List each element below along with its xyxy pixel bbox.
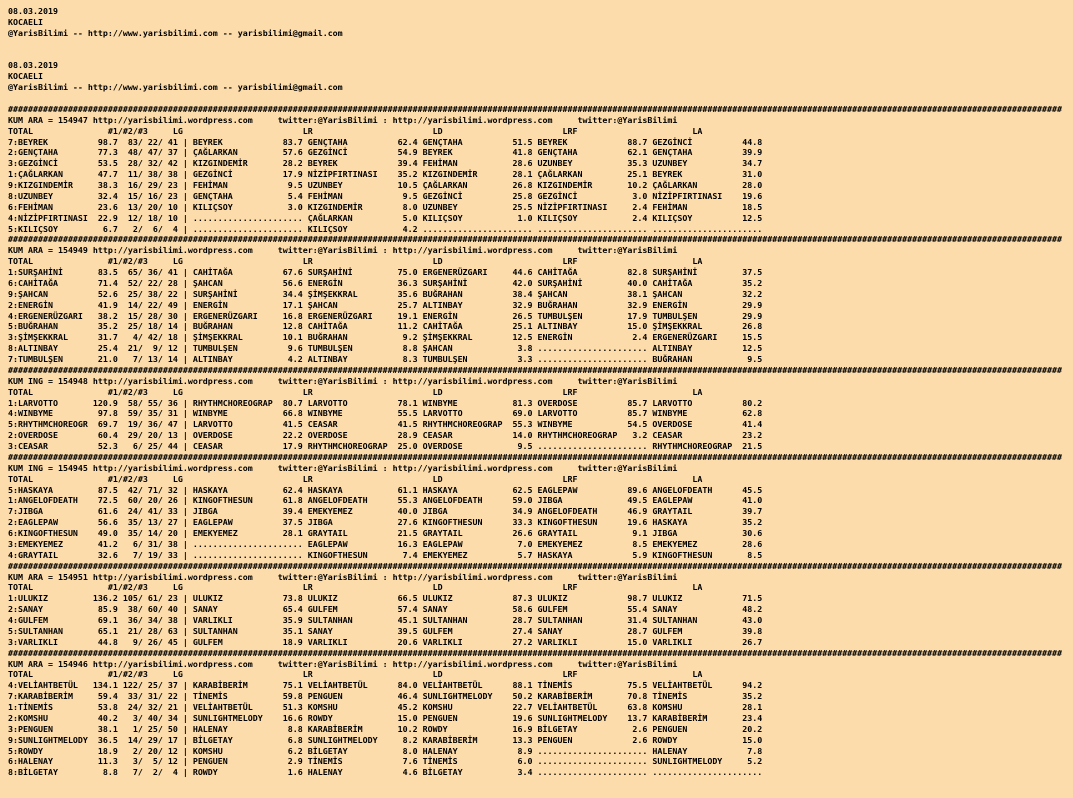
result-row: 4:GULFEM 69.1 36/ 34/ 38 | VARLIKLI 35.9 SULTANHAN 45.1 SULTANHAN 28.7 SULTANHAN 31.4 SULTANHAN 43.0 [8,615,763,625]
text-line: @YarisBilimi -- http://www.yarisbilimi.com -- yarisbilimi@gmail.com [8,82,343,93]
result-row: 6:FEHİMAN 23.6 13/ 20/ 10 | KILIÇSOY 3.0 KIZGINDEMİR 8.0 UZUNBEY 25.5 NİZİPFIRTINASI 2.4 FEHİMAN 18.5 [8,201,763,212]
column-header-line: TOTAL #1/#2/#3 LG LR LD LRF LA [8,386,703,397]
column-header-line: TOTAL #1/#2/#3 LG LR LD LRF LA [8,256,703,267]
text-line: KOCAELI [8,71,43,82]
result-row: 1:ULUKIZ 136.2 105/ 61/ 23 | ULUKIZ 73.8 ULUKIZ 66.5 ULUKIZ 87.3 ULUKIZ 98.7 ULUKIZ 71.5 [8,593,763,604]
separator-line: ################################################################################################################################################################################################################### [8,103,1062,114]
separator-line: ################################################################################################################################################################################################################### [8,451,1062,462]
result-row: 8:UZUNBEY 32.4 15/ 16/ 23 | GENÇTAHA 5.4 FEHİMAN 9.5 GEZGİNCİ 25.8 GEZGİNCİ 3.0 NİZİPFIRTINASI 19.6 [8,190,763,201]
text-line: 08.03.2019 [8,60,58,71]
race-header-line: KUM ARA = 154949 http://yarisbilimi.wordpress.com twitter:@YarisBilimi : http://yarisbilimi.wordpress.com twitter:@YarisBilimi [8,245,678,256]
result-row: 7:KARABİBERİM 59.4 33/ 31/ 22 | TİNEMİS 59.8 PENGUEN 46.4 SUNLIGHTMELODY 50.2 KARABİBERİM 70.8 TİNEMİS 35.2 [8,691,763,702]
result-row: 3:GEZGİNCİ 53.5 28/ 32/ 42 | KIZGINDEMİR 28.2 BEYREK 39.4 FEHİMAN 28.6 UZUNBEY 35.3 UZUNBEY 34.7 [8,158,763,169]
result-row: 4:VELİAHTBETÜL 134.1 122/ 25/ 37 | KARABİBERİM 75.1 VELİAHTBETÜL 84.0 VELİAHTBETÜL 88.1 TİNEMİS 75.5 VELİAHTBETÜL 94.2 [8,680,763,691]
result-row: 9:KIZGINDEMİR 38.3 16/ 29/ 23 | FEHİMAN 9.5 UZUNBEY 10.5 ÇAĞLARKAN 26.8 KIZGINDEMİR 10.2 ÇAĞLARKAN 28.0 [8,180,763,190]
result-row: 3:VARLIKLI 44.8 9/ 26/ 45 | GULFEM 18.9 VARLIKLI 20.6 VARLIKLI 27.2 VARLIKLI 15.0 VARLIKLI 26.7 [8,636,763,647]
result-row: 2:GENÇTAHA 77.3 48/ 47/ 37 | ÇAĞLARKAN 57.6 GEZGİNCİ 54.9 BEYREK 41.8 GENÇTAHA 62.1 GENÇTAHA 39.9 [8,147,763,158]
result-row: 1:ANGELOFDEATH 72.5 60/ 20/ 26 | KINGOFTHESUN 61.8 ANGELOFDEATH 55.3 ANGELOFDEATH 59.0 JIBGA 49.5 EAGLEPAW 41.0 [8,495,763,506]
race-header-line: KUM ARA = 154947 http://yarisbilimi.wordpress.com twitter:@YarisBilimi : http://yarisbilimi.wordpress.com twitter:@YarisBilimi [8,114,678,125]
result-row: 1:SURŞAHİNİ 83.5 65/ 36/ 41 | CAHİTAĞA 67.6 SURŞAHİNİ 75.0 ERGENERÜZGARI 44.6 CAHİTAĞA 82.8 SURŞAHİNİ 37.5 [8,267,763,277]
column-header-line: TOTAL #1/#2/#3 LG LR LD LRF LA [8,473,703,484]
column-header-line: TOTAL #1/#2/#3 LG LR LD LRF LA [8,125,703,136]
race-header-line: KUM ARA = 154946 http://yarisbilimi.wordpress.com twitter:@YarisBilimi : http://yarisbilimi.wordpress.com twitter:@YarisBilimi [8,658,678,669]
result-row: 4:ERGENERÜZGARI 38.2 15/ 28/ 30 | ERGENERÜZGARI 16.8 ERGENERÜZGARI 19.1 ENERGİN 26.5 TUMBULŞEN 17.9 TUMBULŞEN 29.9 [8,310,763,321]
result-row: 4:NİZİPFIRTINASI 22.9 12/ 18/ 10 | ...................... ÇAĞLARKAN 5.0 KILIÇSOY 1.0 KILIÇSOY 2.4 KILIÇSOY 12.5 [8,212,763,223]
result-row: 6:HALENAY 11.3 3/ 5/ 12 | PENGUEN 2.9 TİNEMİS 7.6 TİNEMİS 6.0 ...................... SUNLIGHTMELODY 5.2 [8,756,763,767]
result-row: 8:ALTINBAY 25.4 21/ 9/ 12 | TUMBULŞEN 9.6 TUMBULŞEN 8.8 ŞAHCAN 3.8 ...................... ALTINBAY 12.5 [8,343,763,354]
race-results-text [8,6,1073,778]
text-line: KOCAELI [8,16,43,27]
separator-line: ################################################################################################################################################################################################################### [8,560,1062,571]
result-row: 2:SANAY 85.9 38/ 60/ 40 | SANAY 65.4 GULFEM 57.4 SANAY 58.6 GULFEM 55.4 SANAY 48.2 [8,604,763,615]
result-row: 1:ÇAĞLARKAN 47.7 11/ 38/ 38 | GEZGİNCİ 17.9 NİZİPFIRTINASI 35.2 KIZGINDEMİR 28.1 ÇAĞLARKAN 25.1 BEYREK 31.0 [8,169,763,180]
result-row: 3:EMEKYEMEZ 41.2 6/ 31/ 38 | ...................... EAGLEPAW 16.3 EAGLEPAW 7.0 EMEKYEMEZ 8.5 EMEKYEMEZ 28.6 [8,538,763,549]
result-row: 6:CAHİTAĞA 71.4 52/ 22/ 28 | ŞAHCAN 56.6 ENERGİN 36.3 SURŞAHİNİ 42.0 SURŞAHİNİ 40.0 CAHİTAĞA 35.2 [8,277,763,288]
result-row: 2:OVERDOSE 60.4 29/ 20/ 13 | OVERDOSE 22.2 OVERDOSE 28.9 CEASAR 14.0 RHYTHMCHOREOGRAP 3.2 CEASAR 23.2 [8,430,763,441]
result-row: 9:SUNLIGHTMELODY 36.5 14/ 29/ 17 | BİLGETAY 6.8 SUNLIGHTMELODY 8.2 KARABİBERİM 13.3 PENGUEN 2.6 ROWDY 15.0 [8,734,763,745]
result-row: 7:BEYREK 98.7 83/ 22/ 41 | BEYREK 83.7 GENÇTAHA 62.4 GENÇTAHA 51.5 BEYREK 88.7 GEZGİNCİ 44.8 [8,136,763,147]
column-header-line: TOTAL #1/#2/#3 LG LR LD LRF LA [8,669,703,680]
result-row: 7:TUMBULŞEN 21.0 7/ 13/ 14 | ALTINBAY 4.2 ALTINBAY 8.3 TUMBULŞEN 3.3 ...................... BUĞRAHAN 9.5 [8,354,763,364]
race-header-line: KUM ARA = 154951 http://yarisbilimi.wordpress.com twitter:@YarisBilimi : http://yarisbilimi.wordpress.com twitter:@YarisBilimi [8,571,678,582]
result-row: 4:GRAYTAIL 32.6 7/ 19/ 33 | ...................... KINGOFTHESUN 7.4 EMEKYEMEZ 5.7 HASKAYA 5.9 KINGOFTHESUN 8.5 [8,549,763,560]
separator-line: ################################################################################################################################################################################################################### [8,234,1062,245]
result-row: 4:WINBYME 97.8 59/ 35/ 31 | WINBYME 66.8 WINBYME 55.5 LARVOTTO 69.0 LARVOTTO 85.7 WINBYME 62.8 [8,408,763,419]
result-row: 7:JIBGA 61.6 24/ 41/ 33 | JIBGA 39.4 EMEKYEMEZ 40.0 JIBGA 34.9 ANGELOFDEATH 46.9 GRAYTAIL 39.7 [8,506,763,517]
result-row: 5:SULTANHAN 65.1 21/ 28/ 63 | SULTANHAN 35.1 SANAY 39.5 GULFEM 27.4 SANAY 28.7 GULFEM 39.8 [8,625,763,636]
race-header-line: KUM ING = 154948 http://yarisbilimi.wordpress.com twitter:@YarisBilimi : http://yarisbilimi.wordpress.com twitter:@YarisBilimi [8,375,678,386]
result-row: 5:ROWDY 18.9 2/ 20/ 12 | KOMSHU 6.2 BİLGETAY 8.0 HALENAY 8.9 ...................... HALENAY 7.8 [8,745,763,756]
result-row: 2:ENERGİN 41.9 14/ 22/ 49 | ENERGİN 17.1 ŞAHCAN 25.7 ALTINBAY 32.9 BUĞRAHAN 32.9 ENERGİN 29.9 [8,299,763,310]
result-row: 5:HASKAYA 87.5 42/ 71/ 32 | HASKAYA 62.4 HASKAYA 61.1 HASKAYA 62.5 EAGLEPAW 89.6 ANGELOFDEATH 45.5 [8,484,763,495]
result-row: 1:TİNEMİS 53.8 24/ 32/ 21 | VELİAHTBETÜL 51.3 KOMSHU 45.2 KOMSHU 22.7 VELİAHTBETÜL 63.8 KOMSHU 28.1 [8,702,763,712]
document-page [8,6,1073,798]
text-line: @YarisBilimi -- http://www.yarisbilimi.com -- yarisbilimi@gmail.com [8,27,343,38]
result-row: 5:BUĞRAHAN 35.2 25/ 18/ 14 | BUĞRAHAN 12.8 CAHİTAĞA 11.2 CAHİTAĞA 25.1 ALTINBAY 15.0 ŞİMŞEKKRAL 26.8 [8,321,763,332]
result-row: 1:LARVOTTO 120.9 58/ 55/ 36 | RHYTHMCHOREOGRAP 80.7 LARVOTTO 78.1 WINBYME 81.3 OVERDOSE 85.7 LARVOTTO 80.2 [8,397,763,408]
result-row: 6:KINGOFTHESUN 49.0 35/ 14/ 20 | EMEKYEMEZ 28.1 GRAYTAIL 21.5 GRAYTAIL 26.6 GRAYTAIL 9.1 JIBGA 30.6 [8,528,763,538]
column-header-line: TOTAL #1/#2/#3 LG LR LD LRF LA [8,582,703,593]
result-row: 9:ŞAHCAN 52.6 25/ 38/ 22 | SURŞAHİNİ 34.4 ŞİMŞEKKRAL 35.6 BUĞRAHAN 38.4 ŞAHCAN 38.1 ŞAHCAN 32.2 [8,288,763,299]
result-row: 5:KILIÇSOY 6.7 2/ 6/ 4 | ...................... KILIÇSOY 4.2 ...................... ...................... ...................... [8,223,763,234]
race-header-line: KUM ING = 154945 http://yarisbilimi.wordpress.com twitter:@YarisBilimi : http://yarisbilimi.wordpress.com twitter:@YarisBilimi [8,462,678,473]
text-line: 08.03.2019 [8,6,58,16]
result-row: 2:EAGLEPAW 56.6 35/ 13/ 27 | EAGLEPAW 37.5 JIBGA 27.6 KINGOFTHESUN 33.3 KINGOFTHESUN 19.6 HASKAYA 35.2 [8,517,763,528]
result-row: 8:BİLGETAY 8.8 7/ 2/ 4 | ROWDY 1.6 HALENAY 4.6 BİLGETAY 3.4 ...................... ...................... [8,767,763,778]
result-row: 5:RHYTHMCHOREOGR 69.7 19/ 36/ 47 | LARVOTTO 41.5 CEASAR 41.5 RHYTHMCHOREOGRAP 55.3 WINBYME 54.5 OVERDOSE 41.4 [8,419,763,430]
separator-line: ################################################################################################################################################################################################################### [8,364,1062,375]
result-row: 3:CEASAR 52.3 6/ 25/ 44 | CEASAR 17.9 RHYTHMCHOREOGRAP 25.0 OVERDOSE 9.5 ...................... RHYTHMCHOREOGRAP 21.5 [8,441,763,451]
result-row: 3:ŞİMŞEKKRAL 31.7 4/ 42/ 18 | ŞİMŞEKKRAL 10.1 BUĞRAHAN 9.2 ŞİMŞEKKRAL 12.5 ENERGİN 2.4 ERGENERÜZGARI 15.5 [8,332,763,343]
separator-line: ################################################################################################################################################################################################################### [8,647,1062,658]
result-row: 2:KOMSHU 40.2 3/ 40/ 34 | SUNLIGHTMELODY 16.6 ROWDY 15.0 PENGUEN 19.6 SUNLIGHTMELODY 13.7 KARABİBERİM 23.4 [8,712,763,723]
result-row: 3:PENGUEN 38.1 1/ 25/ 50 | HALENAY 8.8 KARABİBERİM 10.2 ROWDY 16.9 BİLGETAY 2.6 PENGUEN 20.2 [8,723,763,734]
